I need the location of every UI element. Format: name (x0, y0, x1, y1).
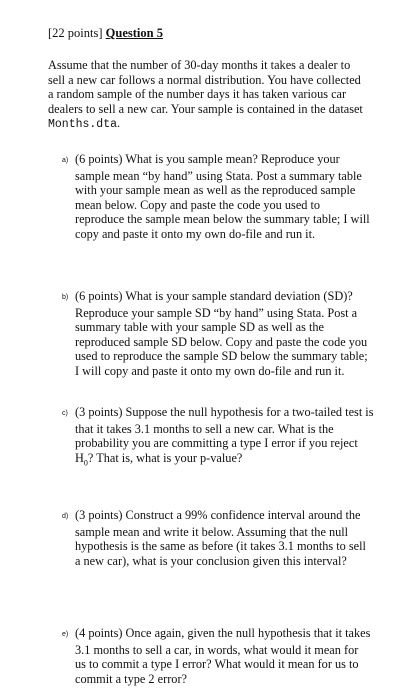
question-marker: b) (62, 294, 69, 301)
question-d (62, 508, 382, 568)
question-line: that it takes 3.1 months to sell a new car. What is the (75, 421, 334, 436)
null-hypothesis-symbol: H (75, 450, 84, 465)
intro-line (48, 116, 378, 133)
points-label: [22 points] (48, 26, 103, 40)
question-line: I will copy and paste it onto my own do-file and run it. (75, 363, 345, 378)
question-line: hypothesis is the same as before (it takes 3.1 months to sell (75, 539, 366, 554)
question-a (62, 152, 382, 242)
null-hypothesis-subscript: 0 (83, 458, 88, 468)
question-line: used to reproduce the sample SD below the summary table; (75, 349, 368, 364)
question-marker: d) (62, 513, 69, 520)
question-text: (4 points) Once again, given the null hypothesis that it takes (75, 626, 371, 640)
question-marker: a) (62, 157, 69, 164)
question-line (62, 508, 382, 525)
question-line: us to commit a type I error? What would it mean for us to (75, 657, 359, 672)
intro-paragraph (48, 58, 378, 133)
intro-line: a random sample of the number days it has taken various car (48, 87, 347, 102)
question-header (48, 25, 163, 41)
question-e (62, 626, 382, 686)
question-marker: c) (62, 410, 68, 417)
question-line: with your sample mean as well as the reproduced sample (75, 183, 356, 198)
question-text: (3 points) Suppose the null hypothesis for a two-tailed test is (75, 405, 374, 419)
question-line: mean below. Copy and paste the code you used to (75, 197, 321, 212)
question-line: sample mean and write it below. Assuming that the null (75, 524, 349, 539)
dataset-suffix: . (117, 116, 121, 131)
question-text: (3 points) Construct a 99% confidence interval around the (75, 508, 361, 522)
question-line (62, 152, 382, 169)
question-text: (6 points) What is you sample mean? Reproduce your (75, 152, 340, 166)
question-line: reproduced sample SD below. Copy and paste the code you (75, 334, 368, 349)
question-line (62, 626, 382, 643)
question-line: probability you are committing a type I error if you reject (75, 436, 358, 451)
question-marker: e) (62, 631, 69, 638)
question-c (62, 405, 382, 471)
question-line (62, 451, 382, 471)
question-title: Question 5 (105, 26, 163, 40)
question-text: ? That is, what is your p-value? (87, 450, 243, 465)
question-line: Reproduce your sample SD “by hand” using Stata. Post a (75, 305, 358, 320)
question-line: commit a type 2 error? (75, 671, 187, 686)
question-line (62, 289, 382, 306)
intro-line: dealers to sell a new car. Your sample is contained in the dataset (48, 101, 363, 116)
question-line: sample mean “by hand” using Stata. Post a summary table (75, 168, 362, 183)
question-b (62, 289, 382, 379)
question-line: reproduce the sample mean below the summary table; I will (75, 212, 370, 227)
question-line: 3.1 months to sell a car, in words, what would it mean for (75, 642, 359, 657)
dataset-name: Months.dta (48, 118, 118, 132)
question-text: (6 points) What is your sample standard deviation (SD)? (75, 289, 353, 303)
question-line: summary table with your sample SD as well as the (75, 320, 324, 335)
question-line (62, 405, 382, 422)
question-line: copy and paste it onto my own do-file and run it. (75, 226, 316, 241)
intro-line: sell a new car follows a normal distribution. You have collected (48, 72, 361, 87)
question-line: a new car), what is your conclusion given this interval? (75, 553, 347, 568)
intro-line: Assume that the number of 30-day months it takes a dealer to (48, 58, 351, 72)
